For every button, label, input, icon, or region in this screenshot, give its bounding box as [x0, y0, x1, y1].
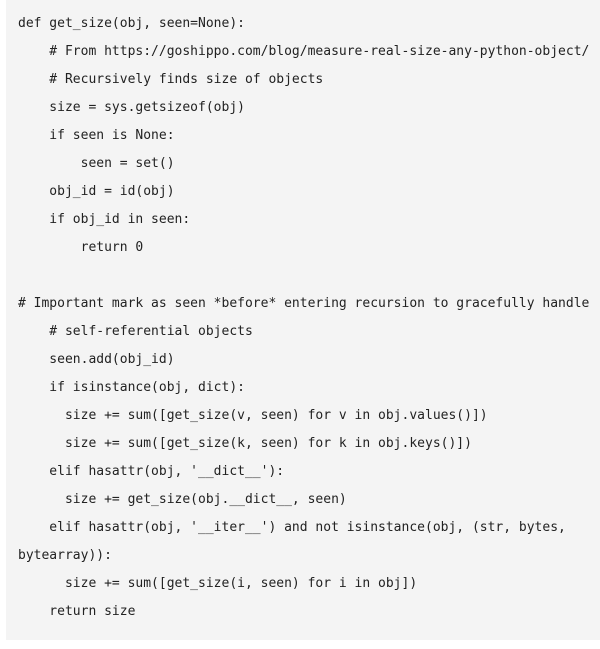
- code-line: size += sum([get_size(k, seen) for k in obj.keys()]): [18, 436, 472, 451]
- code-line: return size: [18, 604, 136, 619]
- code-line: seen = set(): [18, 156, 175, 171]
- code-line: # From https://goshippo.com/blog/measure-real-size-any-python-object/: [18, 44, 590, 59]
- code-line: size = sys.getsizeof(obj): [18, 100, 245, 115]
- code-line: elif hasattr(obj, '__dict__'):: [18, 464, 285, 479]
- code-line: bytearray)):: [18, 548, 112, 563]
- code-line: size += sum([get_size(v, seen) for v in obj.values()]): [18, 408, 488, 423]
- code-line: obj_id = id(obj): [18, 184, 175, 199]
- code-line: seen.add(obj_id): [18, 352, 175, 367]
- code-line: size += get_size(obj.__dict__, seen): [18, 492, 347, 507]
- code-line: return 0: [18, 240, 144, 255]
- code-block: [6, 0, 600, 640]
- code-line: elif hasattr(obj, '__iter__') and not isinstance(obj, (str, bytes,: [18, 520, 566, 535]
- code-line: if isinstance(obj, dict):: [18, 380, 245, 395]
- code-line: def get_size(obj, seen=None):: [18, 16, 245, 31]
- code-line: if obj_id in seen:: [18, 212, 191, 227]
- code-line: # Important mark as seen *before* entering recursion to gracefully handle: [18, 296, 590, 311]
- code-line: # self-referential objects: [18, 324, 253, 339]
- code-line: if seen is None:: [18, 128, 175, 143]
- code-line: # Recursively finds size of objects: [18, 72, 324, 87]
- code-line: size += sum([get_size(i, seen) for i in obj]): [18, 576, 418, 591]
